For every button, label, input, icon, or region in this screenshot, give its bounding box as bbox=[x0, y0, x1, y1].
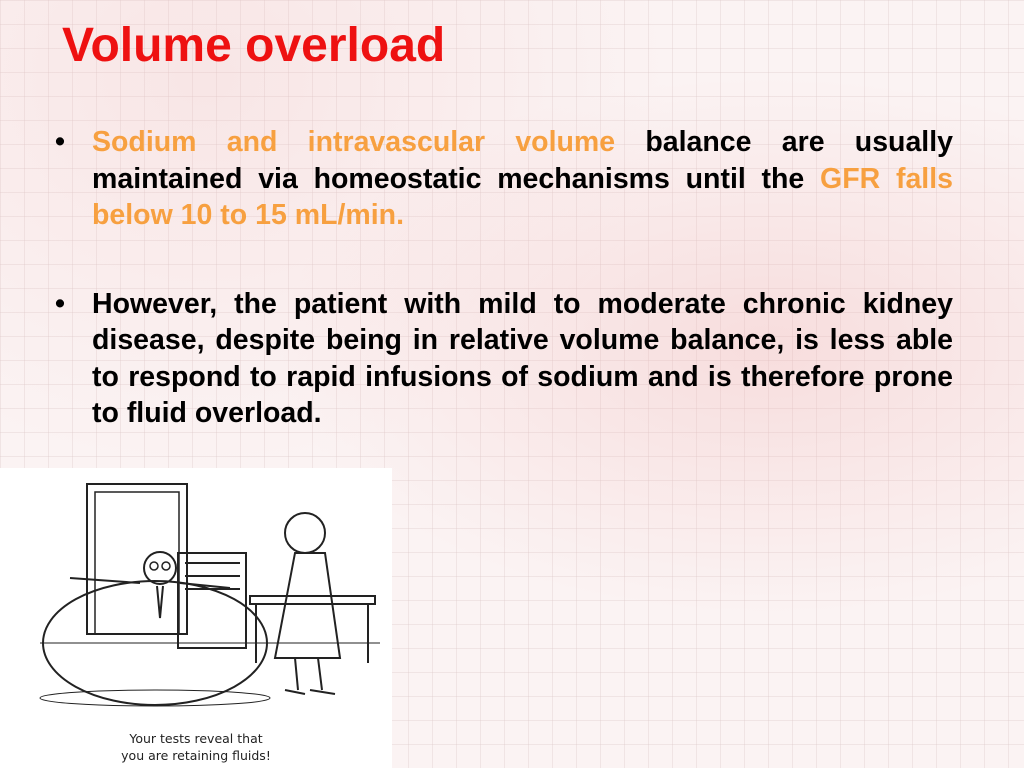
bullet-item bbox=[55, 124, 953, 234]
caption-line: you are retaining fluids! bbox=[121, 748, 271, 763]
bullet-icon: • bbox=[55, 126, 65, 158]
cartoon-drawing bbox=[0, 468, 392, 718]
cartoon-image bbox=[0, 468, 392, 768]
bullet-list bbox=[55, 124, 953, 484]
cartoon-caption bbox=[0, 730, 392, 764]
caption-line: Your tests reveal that bbox=[129, 731, 263, 746]
body-text: balance are usually maintained via homeostatic mechanisms until the bbox=[92, 126, 953, 195]
bullet-icon: • bbox=[55, 287, 65, 320]
highlight-text: Sodium and intravascular volume bbox=[92, 126, 616, 158]
slide-title: Volume overload bbox=[62, 19, 446, 72]
body-text: However, the patient with mild to moderate chronic kidney disease, despite being in relative volume balance, is less able to respond to rapid infusions of sodium and is therefore prone to fluid overload. bbox=[92, 287, 953, 429]
highlight-text: GFR falls below 10 to 15 mL/min. bbox=[92, 162, 953, 231]
bullet-item bbox=[55, 286, 953, 432]
